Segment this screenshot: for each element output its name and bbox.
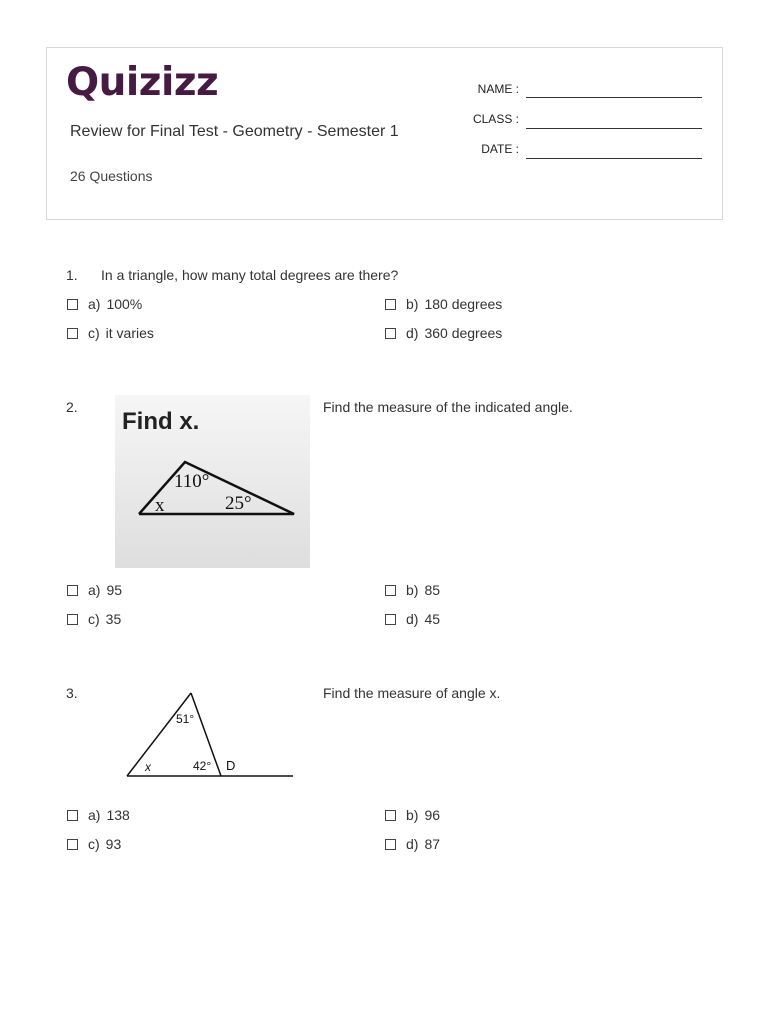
option-letter: c)	[88, 836, 100, 852]
angle-x-label: x	[155, 495, 165, 516]
option-letter: c)	[88, 611, 100, 627]
angle-top-label: 51°	[176, 712, 195, 726]
option-c[interactable]	[67, 611, 121, 627]
angle-inner-label: 42°	[193, 759, 212, 773]
angle-x-label: x	[145, 760, 151, 774]
worksheet-title: Review for Final Test - Geometry - Semester 1	[70, 123, 399, 140]
option-b[interactable]	[385, 582, 440, 598]
checkbox[interactable]	[385, 299, 396, 310]
triangle-figure	[115, 395, 310, 568]
triangle-figure	[120, 685, 300, 785]
date-field[interactable]	[526, 158, 702, 159]
angle-right-label: 25°	[225, 493, 252, 514]
date-label: DATE :	[481, 142, 519, 156]
option-b[interactable]	[385, 807, 440, 823]
checkbox[interactable]	[67, 810, 78, 821]
option-d[interactable]	[385, 611, 440, 627]
question-text: Find the measure of angle x.	[323, 685, 501, 701]
option-letter: b)	[406, 296, 419, 312]
checkbox[interactable]	[67, 839, 78, 850]
class-label: CLASS :	[472, 112, 519, 126]
option-letter: b)	[406, 807, 419, 823]
name-field[interactable]	[526, 97, 702, 98]
triangle-side-left	[127, 693, 191, 776]
option-d[interactable]	[385, 325, 502, 341]
option-text: 87	[424, 836, 441, 852]
option-c[interactable]	[67, 325, 154, 341]
checkbox[interactable]	[67, 585, 78, 596]
option-c[interactable]	[67, 836, 121, 852]
point-d-label: D	[226, 758, 236, 773]
option-text: 360 degrees	[424, 325, 503, 341]
option-a[interactable]	[67, 296, 142, 312]
angle-top-label: 110°	[174, 471, 210, 492]
checkbox[interactable]	[385, 810, 396, 821]
option-letter: a)	[88, 582, 101, 598]
checkbox[interactable]	[385, 839, 396, 850]
checkbox[interactable]	[67, 328, 78, 339]
figure-heading: Find x.	[122, 408, 200, 435]
option-text: 93	[105, 836, 122, 852]
name-label: NAME :	[477, 82, 519, 96]
question-number: 3.	[66, 685, 78, 701]
question-text: In a triangle, how many total degrees are there?	[101, 267, 399, 283]
question-number: 2.	[66, 399, 78, 415]
class-field[interactable]	[526, 128, 702, 129]
checkbox[interactable]	[67, 299, 78, 310]
option-text: 35	[105, 611, 122, 627]
checkbox[interactable]	[67, 614, 78, 625]
option-text: 138	[106, 807, 130, 823]
checkbox[interactable]	[385, 585, 396, 596]
option-letter: d)	[406, 611, 419, 627]
option-a[interactable]	[67, 807, 130, 823]
option-text: 45	[424, 611, 441, 627]
option-letter: b)	[406, 582, 419, 598]
option-text: 95	[106, 582, 123, 598]
option-text: 96	[424, 807, 441, 823]
question-text: Find the measure of the indicated angle.	[323, 399, 573, 415]
option-letter: d)	[406, 836, 419, 852]
option-letter: d)	[406, 325, 419, 341]
option-text: it varies	[105, 325, 154, 341]
checkbox[interactable]	[385, 614, 396, 625]
quizizz-logo: Quizizz	[66, 60, 219, 105]
option-text: 85	[424, 582, 441, 598]
checkbox[interactable]	[385, 328, 396, 339]
option-text: 100%	[106, 296, 143, 312]
option-b[interactable]	[385, 296, 502, 312]
option-letter: a)	[88, 807, 101, 823]
option-text: 180 degrees	[424, 296, 503, 312]
option-letter: c)	[88, 325, 100, 341]
question-count: 26 Questions	[70, 168, 153, 184]
option-a[interactable]	[67, 582, 122, 598]
option-d[interactable]	[385, 836, 440, 852]
option-letter: a)	[88, 296, 101, 312]
question-number: 1.	[66, 267, 78, 283]
